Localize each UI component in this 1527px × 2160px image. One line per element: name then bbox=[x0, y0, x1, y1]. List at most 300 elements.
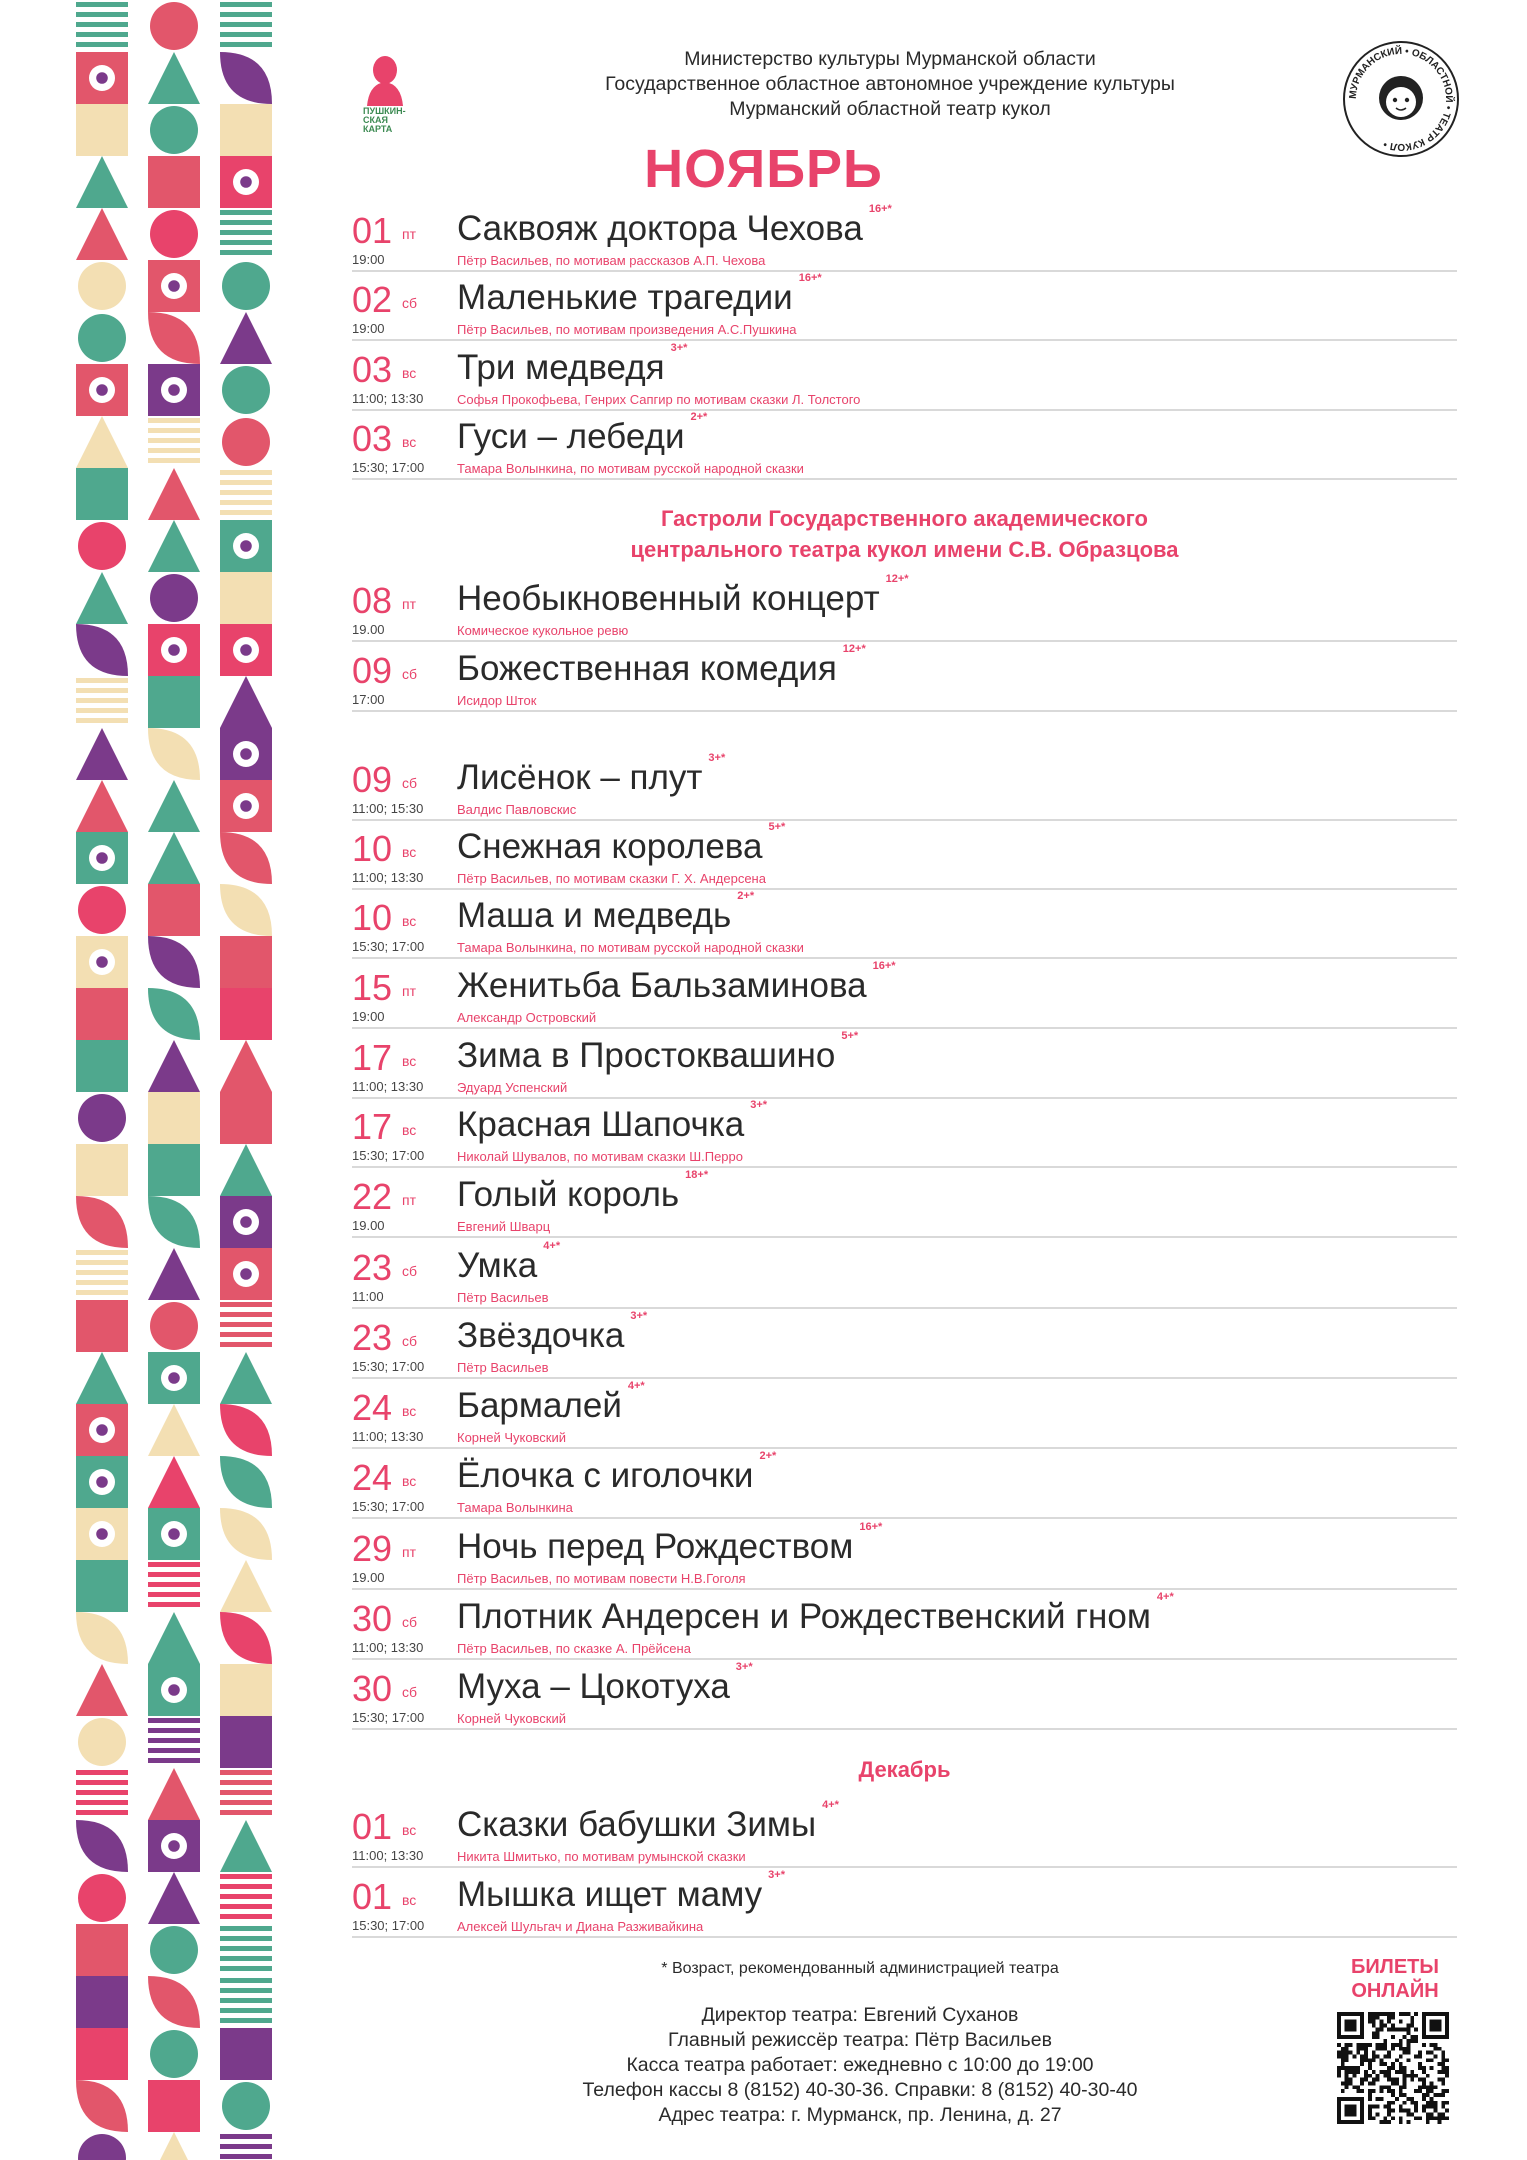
pattern-stripe bbox=[220, 250, 272, 255]
event-title bbox=[457, 1799, 839, 1845]
event-day: 30 bbox=[352, 1668, 393, 1709]
event-day: 29 bbox=[352, 1528, 393, 1569]
event-credits: Тамара Волынкина bbox=[457, 1500, 573, 1515]
pattern-square bbox=[76, 468, 128, 520]
row-divider bbox=[352, 1236, 1457, 1238]
pattern-leaf bbox=[220, 884, 272, 936]
pattern-circle bbox=[222, 366, 270, 414]
age-rating: 3+* bbox=[735, 1661, 753, 1673]
pattern-stripe bbox=[76, 1290, 128, 1295]
pattern-stripe bbox=[220, 42, 272, 47]
event-title bbox=[457, 1450, 777, 1496]
age-rating: 12+* bbox=[885, 573, 909, 585]
pattern-stripe bbox=[76, 1260, 128, 1265]
pattern-circle bbox=[78, 2134, 126, 2160]
pattern-square bbox=[148, 884, 200, 936]
row-divider bbox=[352, 1728, 1457, 1730]
event-row bbox=[352, 342, 1457, 411]
event-credits: Софья Прокофьева, Генрих Сапгир по мотивам сказки Л. Толстого bbox=[457, 392, 861, 407]
event-title bbox=[457, 890, 755, 936]
event-time: 11:00; 13:30 bbox=[352, 870, 424, 885]
pattern-circle bbox=[150, 1926, 198, 1974]
event-time: 11:00; 13:30 bbox=[352, 1429, 424, 1444]
footer-chief-director: Главный режиссёр театра: Пётр Васильев bbox=[668, 2029, 1052, 2051]
pattern-triangle bbox=[220, 312, 272, 364]
pattern-stripe bbox=[220, 1998, 272, 2003]
pattern-triangle bbox=[220, 676, 272, 728]
age-rating: 16+* bbox=[872, 960, 896, 972]
pattern-eye-pupil bbox=[96, 1424, 108, 1436]
pattern-circle bbox=[222, 418, 270, 466]
event-weekday: пт bbox=[402, 596, 416, 612]
event-title bbox=[457, 1521, 883, 1567]
pattern-leaf bbox=[148, 1976, 200, 2028]
event-time: 19.00 bbox=[352, 622, 385, 637]
event-title bbox=[457, 1869, 785, 1915]
pattern-stripe bbox=[220, 2134, 272, 2139]
row-divider bbox=[352, 710, 1457, 712]
pattern-stripe bbox=[220, 12, 272, 17]
event-row bbox=[352, 1030, 1457, 1099]
event-row bbox=[352, 1591, 1457, 1660]
event-time: 19:00 bbox=[352, 252, 385, 267]
event-time: 19.00 bbox=[352, 1570, 385, 1585]
event-row bbox=[352, 272, 1457, 341]
age-rating: 3+* bbox=[630, 1310, 648, 1322]
event-title-text: Мышка ищет маму bbox=[457, 1875, 763, 1914]
event-weekday: вс bbox=[402, 1473, 417, 1489]
event-title-text: Три медведя bbox=[457, 348, 665, 387]
event-day: 03 bbox=[352, 349, 393, 390]
pattern-square bbox=[148, 676, 200, 728]
pattern-eye-pupil bbox=[240, 1216, 252, 1228]
pattern-leaf bbox=[76, 2080, 128, 2132]
age-rating: 4+* bbox=[822, 1799, 839, 1811]
pattern-stripe bbox=[76, 688, 128, 693]
event-time: 11:00 bbox=[352, 1289, 384, 1304]
pattern-stripe bbox=[76, 718, 128, 723]
event-title bbox=[457, 1380, 645, 1426]
pattern-stripe bbox=[148, 1572, 200, 1577]
row-divider bbox=[352, 1307, 1457, 1309]
age-rating: 2+* bbox=[759, 1450, 777, 1462]
pattern-circle bbox=[222, 262, 270, 310]
event-title bbox=[457, 821, 786, 867]
row-divider bbox=[352, 270, 1457, 272]
pattern-stripe bbox=[148, 1582, 200, 1587]
pattern-stripe bbox=[220, 470, 272, 475]
pattern-eye-pupil bbox=[96, 852, 108, 864]
pattern-square bbox=[76, 1300, 128, 1352]
event-weekday: вс bbox=[402, 1403, 417, 1419]
event-row bbox=[352, 821, 1457, 890]
pattern-stripe bbox=[220, 1780, 272, 1785]
tickets-line-1: БИЛЕТЫ bbox=[1351, 1956, 1439, 1978]
row-divider bbox=[352, 409, 1457, 411]
event-title bbox=[457, 1030, 859, 1076]
age-rating: 3+* bbox=[708, 752, 726, 764]
pattern-eye-pupil bbox=[240, 1268, 252, 1280]
row-divider bbox=[352, 819, 1457, 821]
pattern-eye-pupil bbox=[240, 800, 252, 812]
event-time: 11:00; 13:30 bbox=[352, 391, 424, 406]
event-time: 17:00 bbox=[352, 692, 385, 707]
footer-address: Адрес театра: г. Мурманск, пр. Ленина, д. 27 bbox=[658, 2104, 1062, 2126]
event-row bbox=[352, 1661, 1457, 1730]
age-rating: 16+* bbox=[798, 272, 822, 284]
pattern-stripe bbox=[76, 1250, 128, 1255]
pattern-triangle bbox=[148, 780, 200, 832]
event-time: 15:30; 17:00 bbox=[352, 1148, 425, 1163]
event-row bbox=[352, 411, 1457, 480]
pattern-leaf bbox=[148, 312, 200, 364]
event-credits: Пётр Васильев, по сказке А. Прёйсена bbox=[457, 1641, 691, 1656]
event-title-text: Умка bbox=[457, 1246, 538, 1285]
age-rating: 4+* bbox=[627, 1380, 645, 1392]
svg-text:КАРТА: КАРТА bbox=[363, 124, 393, 134]
pattern-triangle bbox=[148, 1456, 200, 1508]
pattern-triangle bbox=[76, 572, 128, 624]
pattern-leaf bbox=[220, 832, 272, 884]
event-credits: Пётр Васильев, по мотивам произведения А.С.Пушкина bbox=[457, 322, 797, 337]
pattern-stripe bbox=[148, 418, 200, 423]
event-credits: Комическое кукольное ревю bbox=[457, 623, 629, 638]
event-title-text: Голый король bbox=[457, 1175, 680, 1214]
event-weekday: вс bbox=[402, 1053, 417, 1069]
age-rating: 2+* bbox=[737, 890, 755, 902]
event-day: 15 bbox=[352, 967, 393, 1008]
pattern-triangle bbox=[220, 1144, 272, 1196]
pattern-stripe bbox=[220, 1874, 272, 1879]
event-day: 22 bbox=[352, 1176, 393, 1217]
pattern-square bbox=[76, 1040, 128, 1092]
pattern-stripe bbox=[220, 1884, 272, 1889]
pattern-eye-pupil bbox=[96, 1528, 108, 1540]
tour-heading-line-2: центрального театра кукол имени С.В. Образцова bbox=[630, 537, 1179, 562]
pattern-stripe bbox=[220, 1894, 272, 1899]
event-weekday: пт bbox=[402, 983, 416, 999]
pattern-eye-pupil bbox=[96, 956, 108, 968]
pattern-triangle bbox=[148, 1872, 200, 1924]
pattern-circle bbox=[78, 522, 126, 570]
pattern-stripe bbox=[148, 1602, 200, 1607]
event-weekday: пт bbox=[402, 226, 416, 242]
pattern-stripe bbox=[148, 1592, 200, 1597]
pattern-stripe bbox=[220, 510, 272, 515]
pattern-stripe bbox=[76, 698, 128, 703]
pattern-leaf bbox=[76, 624, 128, 676]
pattern-triangle bbox=[220, 1560, 272, 1612]
pattern-stripe bbox=[148, 458, 200, 463]
pattern-stripe bbox=[220, 32, 272, 37]
event-row bbox=[352, 960, 1457, 1029]
event-day: 24 bbox=[352, 1387, 393, 1428]
pattern-triangle bbox=[148, 1404, 200, 1456]
pattern-stripe bbox=[220, 1936, 272, 1941]
event-title-text: Маша и медведь bbox=[457, 896, 732, 935]
pattern-stripe bbox=[76, 708, 128, 713]
pattern-stripe bbox=[220, 1342, 272, 1347]
row-divider bbox=[352, 1936, 1457, 1938]
age-footnote: * Возраст, рекомендованный администрацией театра bbox=[661, 1960, 1059, 1977]
age-rating: 3+* bbox=[750, 1099, 768, 1111]
pattern-stripe bbox=[76, 42, 128, 47]
event-day: 10 bbox=[352, 828, 393, 869]
svg-text:СКАЯ: СКАЯ bbox=[363, 115, 388, 125]
event-row bbox=[352, 203, 1457, 272]
svg-text:ПУШКИН-: ПУШКИН- bbox=[363, 106, 406, 116]
footer-phones: Телефон кассы 8 (8152) 40-30-36. Справки: 8 (8152) 40-30-40 bbox=[582, 2079, 1138, 2101]
pattern-leaf bbox=[220, 1612, 272, 1664]
pattern-stripe bbox=[220, 1800, 272, 1805]
pattern-stripe bbox=[148, 1758, 200, 1763]
event-day: 17 bbox=[352, 1106, 393, 1147]
event-weekday: сб bbox=[402, 1333, 418, 1349]
event-title-text: Звёздочка bbox=[457, 1316, 625, 1355]
pattern-triangle bbox=[76, 728, 128, 780]
pattern-stripe bbox=[76, 1280, 128, 1285]
pattern-square bbox=[148, 1092, 200, 1144]
pattern-stripe bbox=[148, 428, 200, 433]
pattern-stripe bbox=[220, 1926, 272, 1931]
pattern-stripe bbox=[220, 1810, 272, 1815]
pattern-square bbox=[76, 988, 128, 1040]
event-day: 08 bbox=[352, 580, 393, 621]
event-weekday: пт bbox=[402, 1544, 416, 1560]
age-rating: 16+* bbox=[868, 203, 892, 215]
event-title-text: Гуси – лебеди bbox=[457, 417, 685, 456]
pattern-stripe bbox=[148, 1562, 200, 1567]
event-title-text: Зима в Простоквашино bbox=[457, 1036, 836, 1075]
tour-heading bbox=[352, 503, 1457, 565]
event-credits: Алексей Шульгач и Диана Разживайкина bbox=[457, 1919, 704, 1934]
row-divider bbox=[352, 1447, 1457, 1449]
pattern-leaf bbox=[220, 1404, 272, 1456]
tickets-line-2: ОНЛАЙН bbox=[1351, 1980, 1439, 2002]
event-title bbox=[457, 960, 896, 1006]
pattern-triangle bbox=[76, 1664, 128, 1716]
event-day: 03 bbox=[352, 418, 393, 459]
pattern-leaf bbox=[148, 1196, 200, 1248]
pattern-circle bbox=[78, 1874, 126, 1922]
event-title-text: Плотник Андерсен и Рождественский гном bbox=[457, 1597, 1151, 1636]
pattern-stripe bbox=[220, 2, 272, 7]
pattern-triangle bbox=[76, 1352, 128, 1404]
pattern-stripe bbox=[220, 230, 272, 235]
pattern-stripe bbox=[220, 1312, 272, 1317]
event-weekday: вс bbox=[402, 844, 417, 860]
svg-text:МУРМАНСКИЙ • ОБЛАСТНОЙ • ТЕАТР: МУРМАНСКИЙ • ОБЛАСТНОЙ • ТЕАТР КУКОЛ • bbox=[1347, 45, 1455, 153]
event-title-text: Снежная королева bbox=[457, 827, 763, 866]
event-day: 23 bbox=[352, 1247, 393, 1288]
event-title bbox=[457, 1661, 753, 1707]
pattern-stripe bbox=[220, 210, 272, 215]
pattern-stripe bbox=[220, 1904, 272, 1909]
event-day: 30 bbox=[352, 1598, 393, 1639]
event-time: 19.00 bbox=[352, 1218, 385, 1233]
event-weekday: вс bbox=[402, 434, 417, 450]
pattern-eye-pupil bbox=[168, 1840, 180, 1852]
event-time: 15:30; 17:00 bbox=[352, 460, 425, 475]
pattern-stripe bbox=[220, 2154, 272, 2159]
age-rating: 4+* bbox=[1156, 1591, 1174, 1603]
row-divider bbox=[352, 1097, 1457, 1099]
age-rating: 16+* bbox=[859, 1521, 883, 1533]
pattern-stripe bbox=[148, 1738, 200, 1743]
row-divider bbox=[352, 640, 1457, 642]
pattern-circle bbox=[150, 210, 198, 258]
event-time: 11:00; 13:30 bbox=[352, 1079, 424, 1094]
pattern-square bbox=[220, 2028, 272, 2080]
event-weekday: пт bbox=[402, 1192, 416, 1208]
event-title bbox=[457, 1240, 561, 1286]
pattern-triangle bbox=[148, 1040, 200, 1092]
event-time: 19:00 bbox=[352, 321, 385, 336]
event-row bbox=[352, 1310, 1457, 1379]
age-rating: 5+* bbox=[768, 821, 786, 833]
event-title-text: Ночь перед Рождеством bbox=[457, 1527, 854, 1566]
pushkin-card-logo bbox=[355, 48, 445, 136]
pattern-eye-pupil bbox=[96, 1476, 108, 1488]
event-weekday: вс bbox=[402, 365, 417, 381]
event-credits: Пётр Васильев, по мотивам рассказов А.П. Чехова bbox=[457, 253, 766, 268]
event-day: 09 bbox=[352, 759, 393, 800]
age-rating: 4+* bbox=[543, 1240, 561, 1252]
event-time: 11:00; 13:30 bbox=[352, 1848, 424, 1863]
pattern-eye-pupil bbox=[240, 748, 252, 760]
pattern-leaf bbox=[220, 1456, 272, 1508]
pattern-eye-pupil bbox=[168, 384, 180, 396]
qr-code-icon[interactable] bbox=[1337, 2012, 1449, 2124]
event-title bbox=[457, 1099, 768, 1145]
row-divider bbox=[352, 1027, 1457, 1029]
pattern-triangle bbox=[148, 832, 200, 884]
pattern-stripe bbox=[220, 240, 272, 245]
pattern-leaf bbox=[76, 1820, 128, 1872]
event-weekday: сб bbox=[402, 1614, 418, 1630]
pattern-triangle bbox=[148, 1768, 200, 1820]
event-title-text: Красная Шапочка bbox=[457, 1105, 745, 1144]
row-divider bbox=[352, 1588, 1457, 1590]
pattern-stripe bbox=[220, 1966, 272, 1971]
pattern-stripe bbox=[220, 2018, 272, 2023]
pattern-stripe bbox=[76, 12, 128, 17]
event-weekday: сб bbox=[402, 775, 418, 791]
event-credits: Пётр Васильев bbox=[457, 1290, 549, 1305]
event-title bbox=[457, 1591, 1174, 1637]
event-row bbox=[352, 643, 1457, 712]
pattern-triangle bbox=[148, 468, 200, 520]
event-weekday: вс bbox=[402, 1822, 417, 1838]
event-weekday: сб bbox=[402, 666, 418, 682]
tour-heading-line-1: Гастроли Государственного академического bbox=[661, 506, 1148, 531]
event-credits: Корней Чуковский bbox=[457, 1430, 567, 1445]
pattern-stripe bbox=[220, 1914, 272, 1919]
event-row bbox=[352, 1169, 1457, 1238]
org-line-1: Министерство культуры Мурманской области bbox=[684, 48, 1096, 70]
pattern-leaf bbox=[76, 1196, 128, 1248]
pattern-triangle bbox=[76, 780, 128, 832]
event-title bbox=[457, 1169, 709, 1215]
event-title-text: Маленькие трагедии bbox=[457, 278, 793, 317]
pattern-stripe bbox=[76, 1270, 128, 1275]
event-title bbox=[457, 643, 866, 689]
pattern-triangle bbox=[76, 208, 128, 260]
event-row bbox=[352, 1380, 1457, 1449]
pattern-triangle bbox=[148, 1612, 200, 1664]
month-title: НОЯБРЬ bbox=[644, 139, 883, 199]
pattern-triangle bbox=[220, 1352, 272, 1404]
event-time: 15:30; 17:00 bbox=[352, 1359, 425, 1374]
pattern-circle bbox=[78, 314, 126, 362]
event-title-text: Бармалей bbox=[457, 1386, 622, 1425]
event-weekday: вс bbox=[402, 1122, 417, 1138]
pattern-stripe bbox=[220, 1770, 272, 1775]
event-row bbox=[352, 1799, 1457, 1868]
pattern-leaf bbox=[220, 1508, 272, 1560]
event-credits: Тамара Волынкина, по мотивам русской народной сказки bbox=[457, 940, 804, 955]
event-title-text: Необыкновенный концерт bbox=[457, 579, 880, 618]
pattern-eye-pupil bbox=[240, 540, 252, 552]
pattern-circle bbox=[222, 2082, 270, 2130]
pattern-stripe bbox=[220, 1978, 272, 1983]
pattern-eye-pupil bbox=[168, 1372, 180, 1384]
pattern-stripe bbox=[220, 220, 272, 225]
pattern-stripe bbox=[148, 448, 200, 453]
age-rating: 2+* bbox=[690, 411, 708, 423]
event-day: 10 bbox=[352, 897, 393, 938]
event-title-text: Божественная комедия bbox=[457, 649, 837, 688]
pattern-stripe bbox=[76, 1800, 128, 1805]
row-divider bbox=[352, 1377, 1457, 1379]
pattern-square bbox=[220, 936, 272, 988]
pattern-leaf bbox=[148, 728, 200, 780]
pattern-circle bbox=[78, 262, 126, 310]
pattern-leaf bbox=[148, 988, 200, 1040]
pattern-circle bbox=[150, 1302, 198, 1350]
event-title bbox=[457, 573, 909, 619]
pattern-square bbox=[76, 1560, 128, 1612]
org-line-2: Государственное областное автономное учреждение культуры bbox=[605, 73, 1175, 95]
pattern-leaf bbox=[76, 1612, 128, 1664]
event-row bbox=[352, 1450, 1457, 1519]
event-credits: Валдис Павловскис bbox=[457, 802, 577, 817]
decorative-pattern-column bbox=[72, 0, 292, 2160]
event-time: 15:30; 17:00 bbox=[352, 1918, 425, 1933]
pattern-square bbox=[148, 1144, 200, 1196]
pattern-eye-pupil bbox=[96, 384, 108, 396]
pattern-stripe bbox=[220, 2144, 272, 2149]
pattern-stripe bbox=[220, 490, 272, 495]
event-credits: Тамара Волынкина, по мотивам русской народной сказки bbox=[457, 461, 804, 476]
event-title-text: Саквояж доктора Чехова bbox=[457, 209, 863, 248]
pattern-stripe bbox=[220, 1322, 272, 1327]
event-weekday: сб bbox=[402, 1263, 418, 1279]
tickets-online-label[interactable] bbox=[1335, 1955, 1455, 2003]
pattern-stripe bbox=[148, 438, 200, 443]
pattern-circle bbox=[78, 886, 126, 934]
pattern-stripe bbox=[220, 1332, 272, 1337]
december-heading: Декабрь bbox=[858, 1757, 951, 1782]
pattern-stripe bbox=[220, 2008, 272, 2013]
pattern-stripe bbox=[76, 1810, 128, 1815]
pattern-stripe bbox=[76, 1780, 128, 1785]
org-line-3: Мурманский областной театр кукол bbox=[729, 98, 1051, 120]
pattern-eye-pupil bbox=[96, 72, 108, 84]
event-row bbox=[352, 1521, 1457, 1590]
event-title-text: Муха – Цокотуха bbox=[457, 1667, 730, 1706]
age-rating: 12+* bbox=[842, 643, 866, 655]
